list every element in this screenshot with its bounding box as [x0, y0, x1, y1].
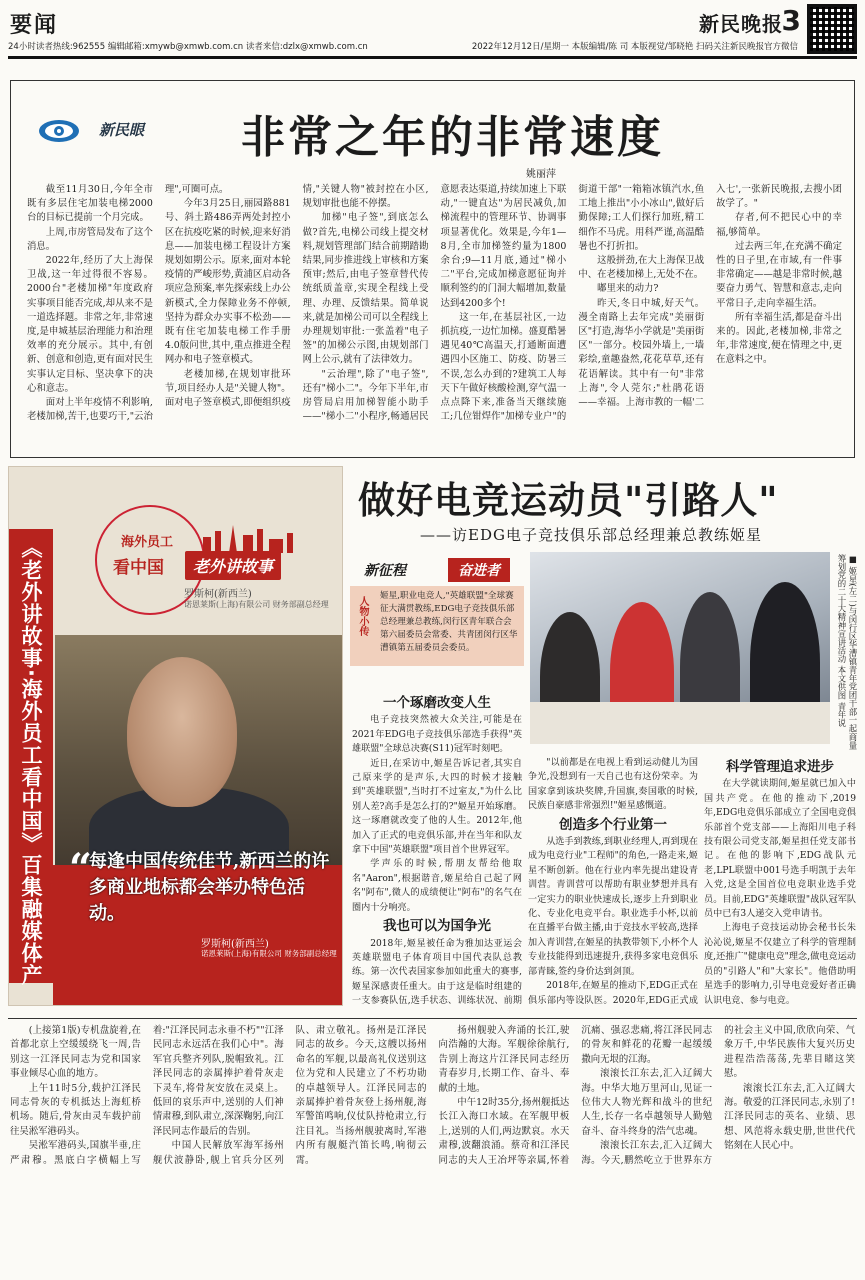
column-badge: [350, 558, 540, 582]
paragraph: 加梯"电子签",到底怎么做?首先,电梯公司线上提交材料,规划管理部门结合前期踏勘结果,同步推进线上审核和方案预审;然后,由电子签章替代传统纸质盖章,实现全程线上受理、办理、反馈结果。简单说来,就是加梯公司可以全程线上办理规划审批:一张盖着"电子签"的加梯公示图,由规划部门网上公示,就有了法律效力。: [302, 212, 429, 366]
section-title: 要闻: [10, 13, 59, 38]
promo-logo-line1: 海外员工: [121, 535, 174, 550]
paragraph: 吴淞军港码头,国旗半垂,庄严肃穆。黑底白字横幅上写着:"江泽民同志永垂不朽""江泽民同志永远活在我们心中"。海军官兵整齐列队,脱帽致礼。江泽民同志的亲属捧护着骨灰走下灵车,将骨灰安放在灵桌上。低回的哀乐声中,送别的人们神情肃穆,到队肃立,深深鞠躬,向江泽民同志作最后的告别。: [10, 1025, 284, 1166]
header-rule: [8, 56, 857, 59]
eye-icon: [37, 117, 97, 145]
paragraph: "云治理",除了"电子签",还有"梯小二"。今年下半年,市房管局启用加梯智能小助手——"梯小二"小程序,畅通居民意愿表达渠道,持续加速上下联动,"一键直达"为居民减负,加梯流程中的管理环节、协调事项显著优化。效果是,今年1—8月,全市加梯签约量为1800余台;9—11月底,通过"梯小二"平台,完成加梯意愿征询并顺利签约的门洞大幅增加,数量达到4200多个!: [302, 184, 567, 423]
paragraph: (上接第1版)专机盘旋着,在首都北京上空缓缓绕飞一周,告别这一江泽民同志为党和国家事业倾尽心血的地方。: [10, 1025, 141, 1080]
paragraph: 近日,在采访中,姬星告诉记者,其实自己原来学的是声乐,大四的时候才接触到"英雄联盟",当时打不过室友,"为什么比别人差?高手是怎么打的?"姬星开始琢磨。这一琢磨就改变了他的人生。2012年,他加入了正式的电竞俱乐部,并在当年和队友拿下中国"英雄联盟"项目首个世界冠军。: [352, 758, 522, 856]
paragraph: 扬州舰驶入奔涌的长江,驶向浩瀚的大海。军舰徐徐航行,告别上海这片江泽民同志经历青春岁月,长期工作、奋斗、奉献的土地。: [438, 1025, 570, 1094]
promo-quote: 每逢中国传统佳节,新西兰的许多商业地标都会举办特色活动。: [89, 851, 330, 924]
paragraph: 今年3月25日,丽园路881号、斜土路486弄两处封控小区在抗疫吃紧的时候,迎来好消息——加装电梯工程设计方案规划如期公示。原来,面对本轮疫情的严峻形势,黄浦区启动各项应急预案,率先探索线上办公新模式,全力保障业务不停顿,坚持为群众办实事不松劲——既有住宅加装电梯工作手册4.0版问世,其中,重点推进全程网办和电子签章模式。: [164, 198, 291, 366]
column-name: 新民眼: [99, 121, 145, 139]
paragraph: 过去两三年,在充满不确定性的日子里,在市域,有一件事非常确定——越是非常时候,越要奋力勇气、智慧和意志,走向平常日子,走向幸福生活。: [716, 240, 842, 309]
photo-caption: ■ 姬星(左二)与闵行区华漕镇青年党团干部一起商量筹划党的二十大精神宣讲活动 本文供图 青年说: [837, 554, 858, 750]
paragraph: 中午12时35分,扬州舰抵达长江入海口水域。在军舰甲板上,送别的人们,两边默哀。水天肃穆,波翻浪涌。蔡奇和江泽民同志的夫人王冶坪等亲属,怀着沉痛、强忍悲痛,将江泽民同志的骨灰和鲜花的花瓣一起缓缓撒向无垠的江海。: [438, 1025, 713, 1166]
paragraph: 嘟里来的动力?: [597, 283, 659, 295]
meeting-photo: [530, 552, 830, 744]
paragraph: 滚滚长江东去,汇入辽阔大海。今天,鹏然屹立于世界东方的社会主义中国,欣欣向荣、气象万千,中华民族伟大复兴历史进程浩浩荡荡,先辈目睹这笑慰。: [581, 1025, 855, 1166]
promo-logo-line3: 老外讲故事: [185, 551, 281, 580]
section-heading: 我也可以为国争光: [383, 918, 491, 935]
quote-author: 罗斯柯(新西兰): [201, 939, 269, 950]
paragraph: "以前都是在电视上看到运动健儿为国争光,没想到有一天自己也有这份荣幸。为国家拿到该块奖牌,升国旗,奏国歌的时候,民族自豪感非常强烈!"姬星感慨道。: [528, 758, 698, 812]
article-body: [27, 183, 842, 451]
paragraph: 2018年,在姬星的推动下,EDG正式在俱乐部内等设队医。2020年,EDG正式成: [528, 981, 698, 1006]
article-editorial: [10, 80, 855, 458]
profile-text: 姬星,职业电竞人,"英雄联盟"全球赛征大满贯教练,EDG电子竞技俱乐部总经理兼总教练,闵行区青年联合会第六届委员会常委、共青团闵行区华漕镇第五届委员会委员。: [380, 591, 518, 653]
newspaper-brand: 新民晚报: [699, 12, 783, 36]
paragraph: 面对上半年疫情不利影响,老楼加梯,苦干,也要巧干,"云治理",可圈可点。: [27, 184, 229, 423]
section-heading: 一个琢磨改变人生: [383, 695, 491, 711]
paragraph: 滚滚长江东去,汇入辽阔大海。敬爱的江泽民同志,永别了!江泽民同志的英名、业绩、思想、风范将永载史册,世世代代铭刻在人民心中。: [724, 1082, 855, 1152]
continued-article: [10, 1024, 855, 1276]
interview-column-2: [528, 756, 698, 1006]
quote-mark-icon: “: [69, 845, 93, 892]
paragraph: 上海电子竞技运动协会秘书长朱沁沁说,姬星不仅建立了科学的管理制度,还推广"健康电竞"理念,做电竞运动员的"引路人"和"大家长"。他借助明星选手的影响力,引导电竞爱好者正确认识电竞、参与电竞。: [704, 923, 856, 1006]
promo-logo-line2: 看中国: [113, 558, 164, 578]
interview-column-1: [352, 692, 522, 1006]
paragraph: 所有幸福生活,都是奋斗出来的。因此,老楼加梯,非常之年,非常速度,便在情理之中,更在意料之中。: [716, 311, 842, 366]
badge-right: 奋进者: [448, 558, 510, 582]
badge-left: 新征程: [364, 563, 406, 579]
paragraph: 滚滚长江东去,汇入辽阔大海。中华大地万里河山,见证一位伟大人物光辉和战斗的世纪人生,长存一名卓越领导人勤勉奋斗、奋斗终身的浩气忠魂。: [581, 1068, 713, 1137]
paragraph: 上午11时5分,载护江泽民同志骨灰的专机抵达上海虹桥机场。随后,骨灰由灵车载护前往吴淞军港码头。: [10, 1082, 141, 1137]
person-title: 诺恩莱斯(上海)有限公司 财务部副总经理: [184, 600, 329, 609]
paragraph: 电子竞技突然被大众关注,可能是在2021年EDG电子竞技俱乐部选手获得"英雄联盟"全球总决赛(S11)冠军时刻吧。: [352, 715, 522, 755]
paragraph: 存者,何不把民心中的幸福,够简单。: [716, 212, 842, 238]
paragraph: 2022年,经历了大上海保卫战,这一年过得很不容易。2000台"老楼加梯"年度政府实事项目能否完成,却从来不是一道选择题。非常之年,非常速度,是申城基层治理能力和治理效率的充分展示。其中,有创新、创意和创造,更有面对民生实事认定目标、坚决拿下的决心和意志。: [27, 255, 153, 394]
paragraph: 从选手到教练,到职业经理人,再到现在成为电竞行业"工程师"的角色,一路走来,姬星不断创新。他在行业内率先提出建设青训营。青训营可以帮助有职业梦想并具有一定实力的职业快速成长,逐步上升到职业化、专业化电竞平台。职业选手小杯,以前在直播平台做主播,由于竞技水平较高,选择加入青训营,在姬星的执教带领下,小杯个人专业技能得到迅速提升,获得多家电竞俱乐部青睐,签约身价达到剑顶。: [528, 837, 698, 977]
section-heading: 科学管理追求进步: [726, 759, 834, 775]
skyline-icon: [199, 523, 309, 553]
photo-table: [530, 702, 830, 744]
paragraph: 昨天,冬日中城,好天气。漫全南路上去年完成"美丽街区"打造,海华小学就是"美丽街区"一部分。校园外墙上,一墙彩绘,童趣盎然,花花草草,还有花语解读。其中有一句"非常上海",令人莞尔;"杜鹃花语——幸福。上海市教的一幅'二入七',一张新民晚报,去搜小团故学了。": [578, 184, 842, 409]
promo-panel: [8, 466, 343, 1006]
qr-code-icon[interactable]: [807, 4, 857, 54]
paragraph: 中国人民解放军海军扬州舰伏波静卧,舰上官兵分区列队、肃立敬礼。扬州是江泽民同志的故乡。今天,这艘以扬州命名的军舰,以最高礼仪送别这位为党和人民建立了不朽功勋的卓越领导人。江泽民同志的亲属捧护着骨灰登上扬州舰,海军警笛鸣响,仪仗队持枪肃立,行注目礼。当扬州舰驶离时,军港内所有舰艇汽笛长鸣,响彻云霄。: [152, 1025, 427, 1166]
subheadline: ——访EDG电子竞技俱乐部总经理兼总教练姬星: [420, 526, 762, 544]
paragraph: 老楼加梯,在规划审批环节,项目经办人是"关键人物"。面对电子签章模式,即便组织疫情,"关键人物"被封控在小区,规划审批也能不停摆。: [164, 184, 429, 409]
paragraph: 学声乐的时候,帮朋友帮给他取名"Aaron",根据谐音,姬星给自己起了网名"阿布",微人的成绩便让"阿布"的名气在圈内十分响亮。: [352, 859, 522, 913]
page-number: 3: [781, 4, 801, 37]
section-heading: 创造多个行业第一: [559, 816, 667, 833]
headline: 非常之年的非常速度: [241, 112, 664, 163]
quote-author-title: 诺恩莱斯(上海)有限公司 财务部副总经理: [201, 949, 337, 958]
paragraph: 2018年,姬星被任命为雅加达亚运会英雄联盟电子体育项目中国代表队总教练。第一次代表国家参加如此重大的赛事,姬星深感责任重大。由于这是临时组建的一支参赛队伍,选手状态、训练状况、前期: [352, 938, 522, 1006]
profile-tag: 人物小传: [357, 596, 368, 636]
portrait-head: [127, 657, 237, 807]
meta-line: [8, 40, 798, 52]
contact-info: 24小时读者热线:962555 编辑邮箱:xmywb@xmwb.com.cn 读者来信:dzlx@xmwb.com.cn: [8, 42, 368, 52]
section-rule: [8, 1018, 857, 1019]
promo-vertical-title: 《老外讲故事·海外员工看中国》百集融媒体产: [19, 537, 43, 986]
person-name: 罗斯柯(新西兰): [184, 589, 252, 600]
byline: 姚丽萍: [526, 169, 556, 180]
interview-column-3: [704, 756, 856, 1006]
paragraph: 截至11月30日,今年全市既有多层住宅加装电梯2000台的目标已提前一个月完成。: [27, 184, 153, 224]
edition-info: 2022年12月12日/星期一 本版编辑/陈 司 本版视觉/邹晓艳 扫码关注新民晚报官方微信: [471, 42, 798, 52]
paragraph: 这一年,在基层社区,一边抓抗疫,一边忙加梯。盛夏酷暑遇见40℃高温天,打通断面遭遇四小区施工、防疫、防暑三不误,怎么办到的?建筑工人每天下午做好核酸检测,穿气温一点点降下来,准备当天继续施工;几位钳焊作"加梯专业户"的街道干部"一箱箱冰镇汽水,鱼工地上推出"小小冰山",做好后勤保障;工人们探行加班,精工细作不马虎。用科严谨,高温酷暑也不打折扣。: [440, 184, 705, 423]
paragraph: 这般拼劲,在大上海保卫战中、在老楼加梯上,无处不在。: [578, 255, 705, 281]
paragraph: 在大学就读期间,姬星就已加入中国共产党。在他的推动下,2019年,EDG电竞俱乐部成立了全国电竞俱乐部首个党支部——上海阳川电子科技有限公司党支部,姬星担任党支部书记。在他的影响下,EDG战队元老,LPL联盟中001号选手明凯于去年入党,这是全国首位电竞职业选手党员。目前,EDG"英雄联盟"战队冠军队员中已有3人递交入党申请书。: [704, 779, 856, 920]
headline-interview: 做好电竞运动员"引路人": [358, 479, 779, 522]
paragraph: 上周,市房管局发布了这个消息。: [27, 226, 153, 252]
